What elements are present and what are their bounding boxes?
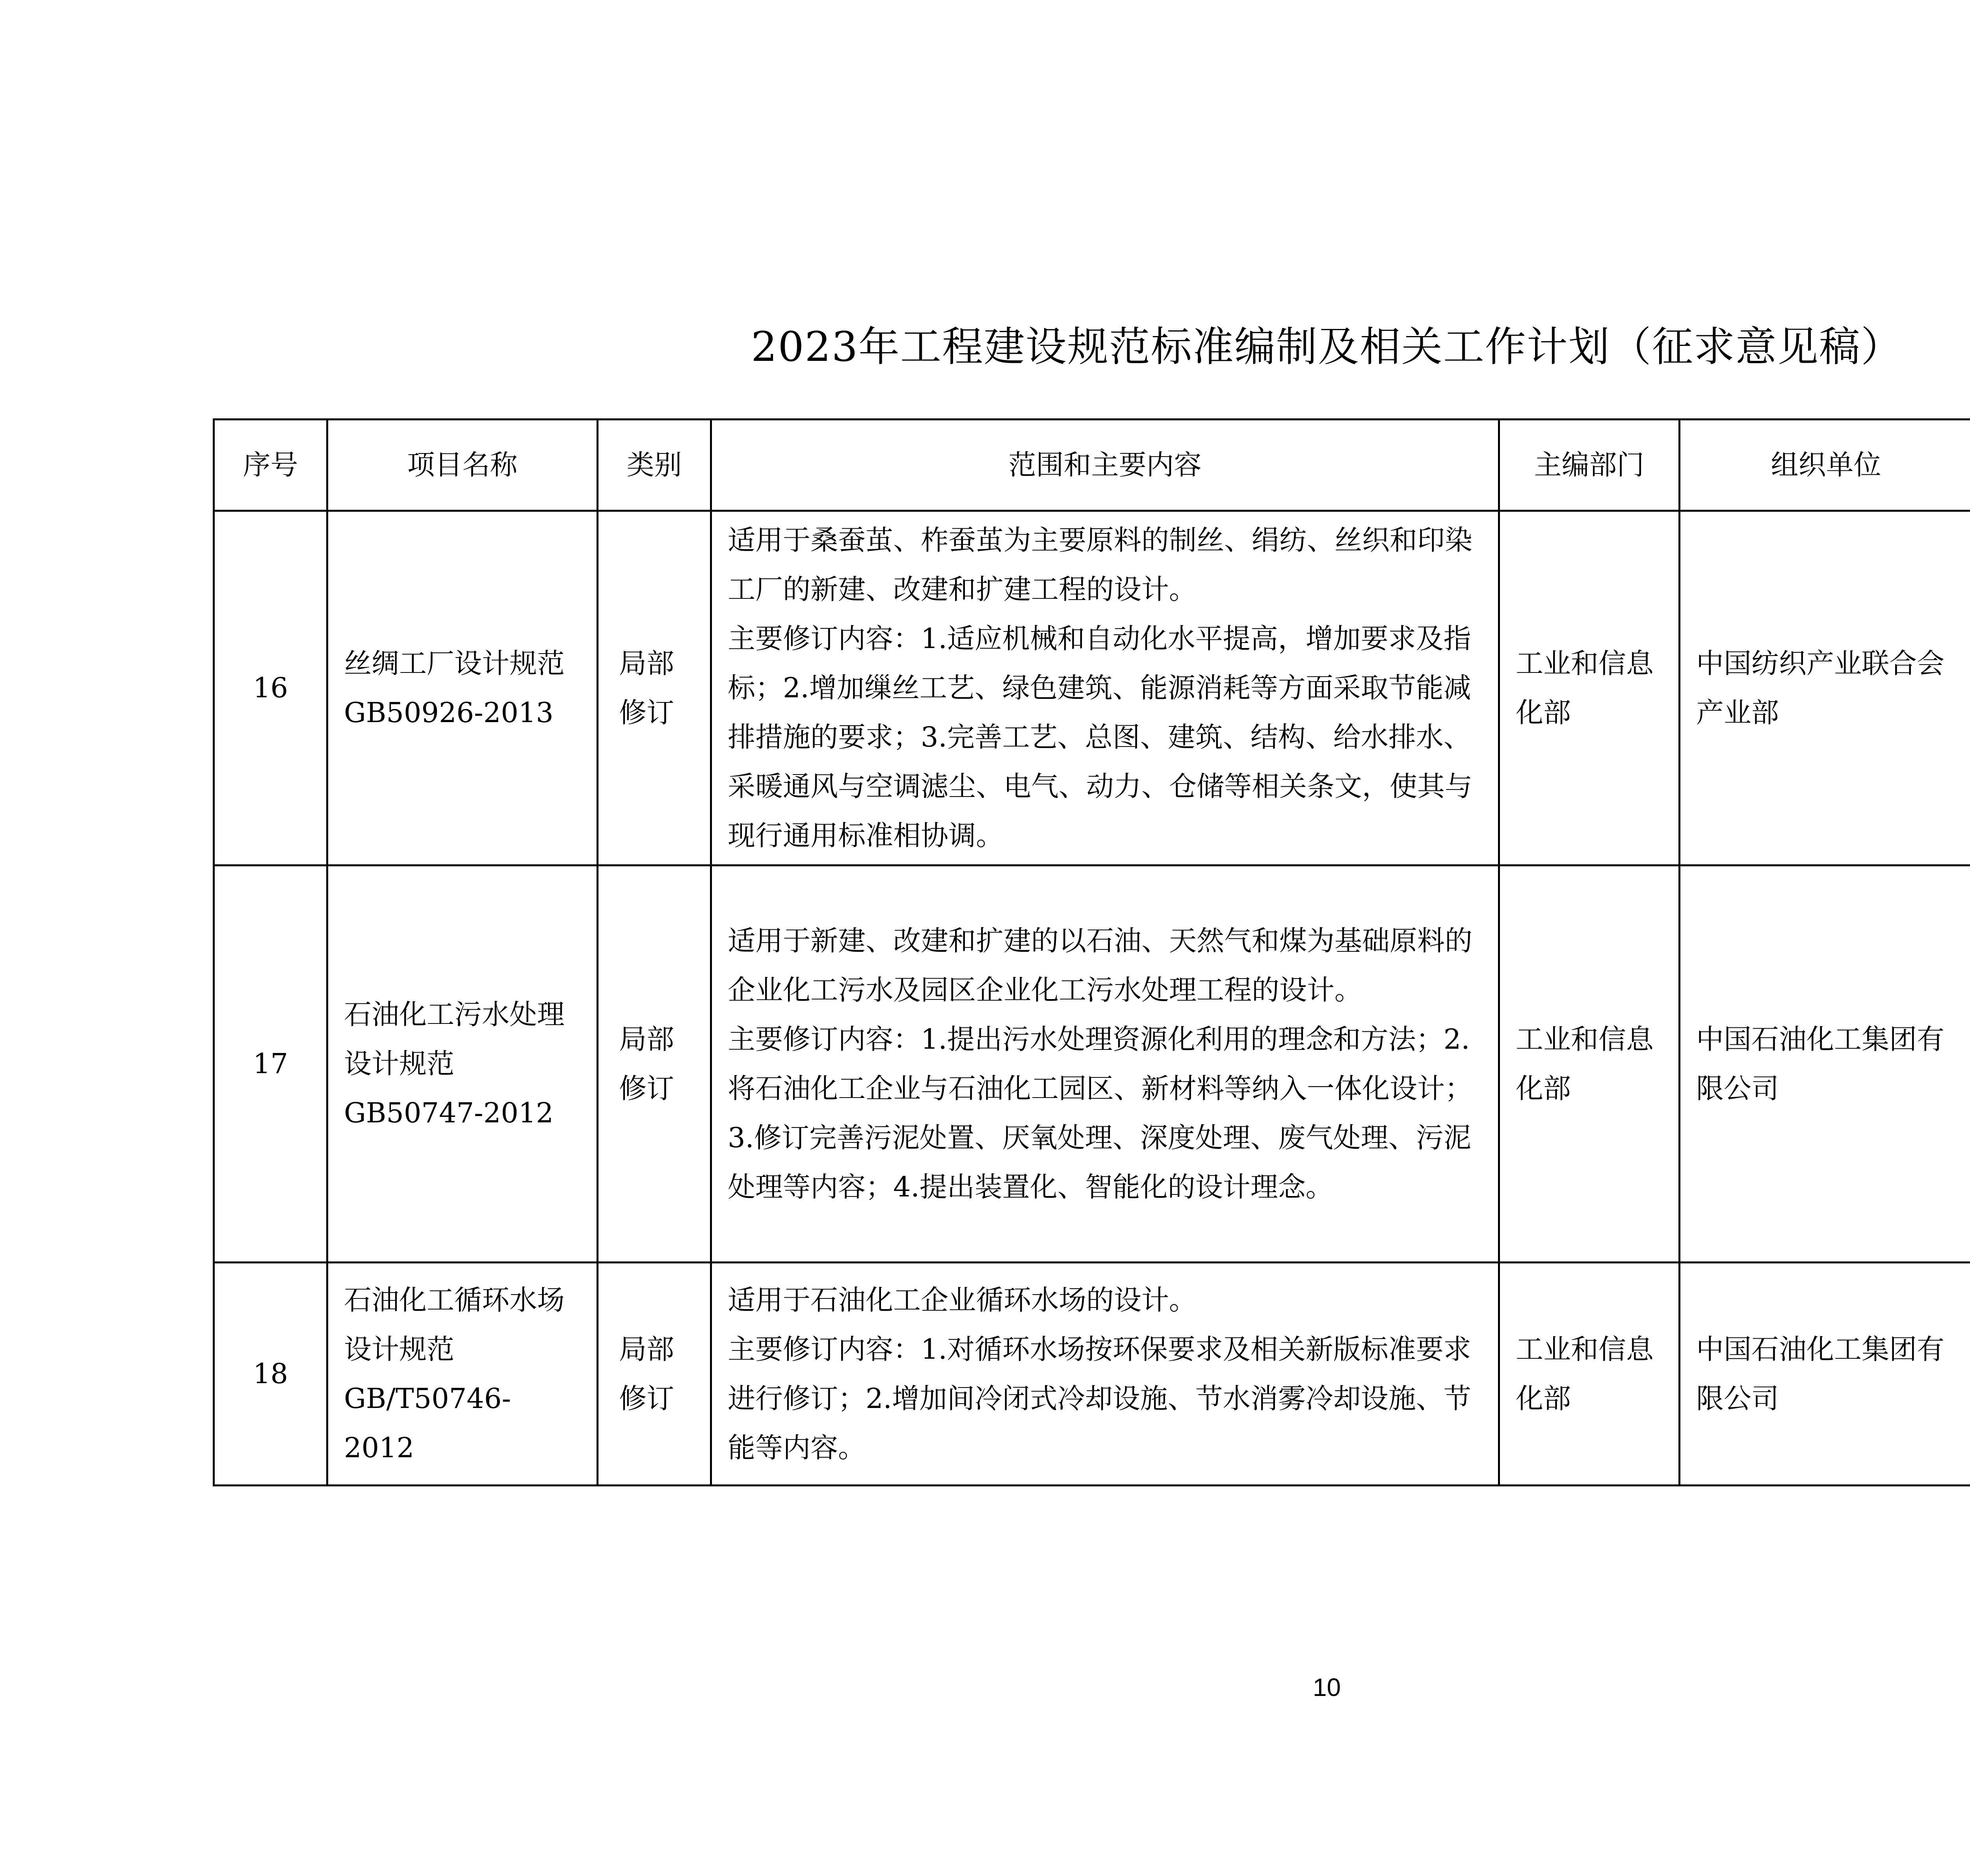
cell-editor: 工业和信息化部	[1499, 866, 1680, 1263]
table-header-row	[214, 420, 1970, 511]
header-name: 项目名称	[327, 420, 598, 511]
cell-seq: 18	[214, 1263, 327, 1486]
cell-name: 石油化工循环水场设计规范GB/T50746-2012	[327, 1263, 598, 1486]
table-row	[214, 1263, 1970, 1486]
header-scope: 范围和主要内容	[711, 420, 1499, 511]
cell-editor: 工业和信息化部	[1499, 1263, 1680, 1486]
cell-organizer: 中国纺织产业联合会产业部	[1680, 511, 1970, 866]
cell-editor: 工业和信息化部	[1499, 511, 1680, 866]
cell-scope	[711, 1263, 1499, 1486]
cell-type: 局部修订	[598, 866, 711, 1263]
scope-applicability: 适用于石油化工企业循环水场的设计。	[728, 1283, 1197, 1316]
cell-type: 局部修订	[598, 1263, 711, 1486]
scope-applicability: 适用于桑蚕茧、柞蚕茧为主要原料的制丝、绢纺、丝织和印染工厂的新建、改建和扩建工程的设计。	[728, 524, 1472, 606]
cell-type: 局部修订	[598, 511, 711, 866]
scope-revision: 主要修订内容：1.适应机械和自动化水平提高，增加要求及指标；2.增加缫丝工艺、绿色建筑、能源消耗等方面采取节能减排措施的要求；3.完善工艺、总图、建筑、结构、给水排水、采暖通风与空调滤尘、电气、动力、仓储等相关条文，使其与现行通用标准相协调。	[728, 622, 1472, 852]
scope-applicability: 适用于新建、改建和扩建的以石油、天然气和煤为基础原料的企业化工污水及园区企业化工污水处理工程的设计。	[728, 924, 1472, 1006]
cell-scope	[711, 511, 1499, 866]
header-seq: 序号	[214, 420, 327, 511]
plan-table	[213, 418, 1970, 1486]
cell-seq: 17	[214, 866, 327, 1263]
cell-organizer: 中国石油化工集团有限公司	[1680, 866, 1970, 1263]
cell-organizer: 中国石油化工集团有限公司	[1680, 1263, 1970, 1486]
cell-scope	[711, 866, 1499, 1263]
cell-name: 石油化工污水处理设计规范GB50747-2012	[327, 866, 598, 1263]
cell-seq: 16	[214, 511, 327, 866]
header-editor: 主编部门	[1499, 420, 1680, 511]
scope-revision: 主要修订内容：1.对循环水场按环保要求及相关新版标准要求进行修订；2.增加间冷闭式冷却设施、节水消雾冷却设施、节能等内容。	[728, 1333, 1471, 1464]
table-row	[214, 866, 1970, 1263]
page-number: 10	[1312, 1673, 1341, 1701]
table-row	[214, 511, 1970, 866]
scope-revision: 主要修订内容：1.提出污水处理资源化利用的理念和方法；2.将石油化工企业与石油化工园区、新材料等纳入一体化设计；3.修订完善污泥处置、厌氧处理、深度处理、废气处理、污泥处理等内容；4.提出装置化、智能化的设计理念。	[728, 1023, 1472, 1203]
header-type: 类别	[598, 420, 711, 511]
page-title: 2023年工程建设规范标准编制及相关工作计划（征求意见稿）	[751, 323, 1903, 371]
cell-name: 丝绸工厂设计规范GB50926-2013	[327, 511, 598, 866]
header-organizer: 组织单位	[1680, 420, 1970, 511]
